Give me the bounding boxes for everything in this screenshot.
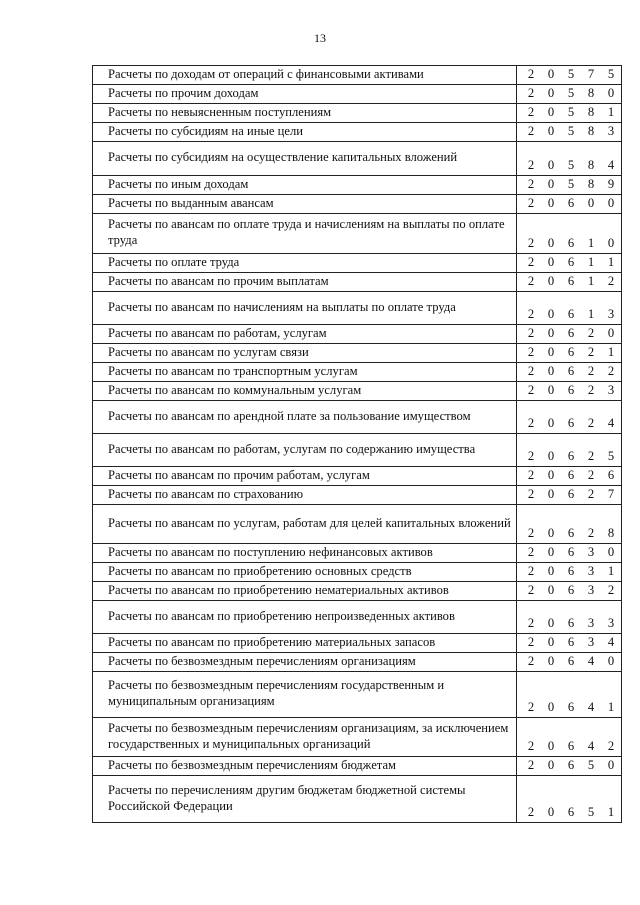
- account-code: [517, 634, 622, 653]
- account-name: Расчеты по субсидиям на осуществление капитальных вложений: [93, 142, 517, 176]
- account-code: [517, 325, 622, 344]
- table-row: [93, 582, 622, 601]
- code-digit: 6: [567, 307, 575, 321]
- code-digit: 2: [527, 468, 535, 482]
- account-name: Расчеты по авансам по прочим выплатам: [93, 273, 517, 292]
- table-row: [93, 254, 622, 273]
- code-digit: 5: [567, 124, 575, 138]
- account-code-digits: [517, 805, 621, 822]
- account-name: Расчеты по безвозмездным перечислениям бюджетам: [93, 757, 517, 776]
- code-digit: 2: [527, 124, 535, 138]
- code-digit: 3: [587, 616, 595, 630]
- account-name: Расчеты по авансам по приобретению непроизведенных активов: [93, 601, 517, 634]
- code-digit: 2: [587, 468, 595, 482]
- code-digit: 0: [547, 177, 555, 191]
- account-code: [517, 467, 622, 486]
- account-name: Расчеты по авансам по прочим работам, услугам: [93, 467, 517, 486]
- code-digit: 3: [587, 545, 595, 559]
- code-digit: 2: [527, 416, 535, 430]
- account-name: Расчеты по авансам по работам, услугам по содержанию имущества: [93, 434, 517, 467]
- account-code-digits: [517, 158, 621, 175]
- table-row: [93, 85, 622, 104]
- code-digit: 8: [587, 105, 595, 119]
- code-digit: 5: [567, 86, 575, 100]
- table-row: [93, 467, 622, 486]
- table-row: [93, 123, 622, 142]
- account-name: Расчеты по оплате труда: [93, 254, 517, 273]
- code-digit: 2: [607, 274, 615, 288]
- account-code: [517, 505, 622, 544]
- code-digit: 6: [607, 468, 615, 482]
- code-digit: 6: [567, 345, 575, 359]
- account-code: [517, 544, 622, 563]
- code-digit: 7: [587, 67, 595, 81]
- table-row: [93, 718, 622, 757]
- code-digit: 0: [607, 86, 615, 100]
- account-code-digits: [517, 364, 621, 381]
- account-code-digits: [517, 177, 621, 194]
- account-name: Расчеты по выданным авансам: [93, 195, 517, 214]
- code-digit: 6: [567, 364, 575, 378]
- code-digit: 9: [607, 177, 615, 191]
- account-code: [517, 582, 622, 601]
- code-digit: 6: [567, 635, 575, 649]
- code-digit: 2: [587, 326, 595, 340]
- account-code: [517, 344, 622, 363]
- account-code: [517, 653, 622, 672]
- code-digit: 2: [587, 526, 595, 540]
- code-digit: 2: [527, 345, 535, 359]
- code-digit: 2: [527, 700, 535, 714]
- code-digit: 0: [547, 105, 555, 119]
- code-digit: 2: [527, 545, 535, 559]
- code-digit: 4: [607, 635, 615, 649]
- code-digit: 3: [607, 616, 615, 630]
- code-digit: 2: [587, 487, 595, 501]
- code-digit: 2: [527, 67, 535, 81]
- code-digit: 0: [547, 124, 555, 138]
- code-digit: 0: [547, 564, 555, 578]
- account-name: Расчеты по авансам по коммунальным услугам: [93, 382, 517, 401]
- table-row: [93, 757, 622, 776]
- code-digit: 8: [587, 86, 595, 100]
- account-code: [517, 757, 622, 776]
- account-name: Расчеты по авансам по поступлению нефинансовых активов: [93, 544, 517, 563]
- code-digit: 2: [527, 635, 535, 649]
- account-code-digits: [517, 67, 621, 84]
- account-name: Расчеты по доходам от операций с финансовыми активами: [93, 66, 517, 85]
- account-code: [517, 214, 622, 254]
- code-digit: 2: [527, 307, 535, 321]
- account-name: Расчеты по авансам по страхованию: [93, 486, 517, 505]
- account-code: [517, 66, 622, 85]
- code-digit: 0: [607, 236, 615, 250]
- code-digit: 0: [607, 545, 615, 559]
- code-digit: 1: [607, 345, 615, 359]
- code-digit: 6: [567, 274, 575, 288]
- account-code: [517, 601, 622, 634]
- account-code-digits: [517, 416, 621, 433]
- code-digit: 0: [547, 383, 555, 397]
- code-digit: 6: [567, 326, 575, 340]
- table-row: [93, 142, 622, 176]
- account-name: Расчеты по авансам по приобретению нематериальных активов: [93, 582, 517, 601]
- code-digit: 2: [587, 383, 595, 397]
- code-digit: 1: [587, 255, 595, 269]
- code-digit: 6: [567, 739, 575, 753]
- account-code: [517, 104, 622, 123]
- code-digit: 1: [607, 805, 615, 819]
- code-digit: 2: [527, 383, 535, 397]
- account-code-digits: [517, 383, 621, 400]
- account-name: Расчеты по авансам по транспортным услугам: [93, 363, 517, 382]
- code-digit: 8: [607, 526, 615, 540]
- code-digit: 0: [547, 739, 555, 753]
- account-name: Расчеты по авансам по приобретению основных средств: [93, 563, 517, 582]
- table-row: [93, 344, 622, 363]
- account-code: [517, 292, 622, 325]
- code-digit: 4: [587, 700, 595, 714]
- account-code: [517, 176, 622, 195]
- account-name: Расчеты по авансам по работам, услугам: [93, 325, 517, 344]
- account-code: [517, 123, 622, 142]
- code-digit: 2: [527, 487, 535, 501]
- code-digit: 2: [587, 364, 595, 378]
- code-digit: 0: [547, 700, 555, 714]
- code-digit: 0: [607, 326, 615, 340]
- code-digit: 6: [567, 526, 575, 540]
- code-digit: 5: [587, 758, 595, 772]
- code-digit: 6: [567, 700, 575, 714]
- code-digit: 0: [547, 196, 555, 210]
- code-digit: 1: [607, 105, 615, 119]
- account-code-digits: [517, 124, 621, 141]
- code-digit: 6: [567, 758, 575, 772]
- account-name: Расчеты по невыясненным поступлениям: [93, 104, 517, 123]
- code-digit: 5: [567, 158, 575, 172]
- code-digit: 1: [587, 236, 595, 250]
- code-digit: 2: [527, 326, 535, 340]
- code-digit: 0: [547, 449, 555, 463]
- account-code-digits: [517, 236, 621, 253]
- code-digit: 0: [547, 758, 555, 772]
- code-digit: 6: [567, 805, 575, 819]
- code-digit: 5: [567, 105, 575, 119]
- code-digit: 0: [547, 274, 555, 288]
- code-digit: 2: [587, 416, 595, 430]
- code-digit: 0: [547, 364, 555, 378]
- code-digit: 2: [527, 274, 535, 288]
- account-code-digits: [517, 449, 621, 466]
- table-row: [93, 776, 622, 823]
- account-code: [517, 85, 622, 104]
- code-digit: 7: [607, 487, 615, 501]
- account-code: [517, 563, 622, 582]
- code-digit: 0: [547, 345, 555, 359]
- account-code-digits: [517, 307, 621, 324]
- code-digit: 3: [587, 583, 595, 597]
- code-digit: 4: [587, 739, 595, 753]
- account-code: [517, 273, 622, 292]
- code-digit: 0: [547, 416, 555, 430]
- table-row: [93, 195, 622, 214]
- code-digit: 4: [587, 654, 595, 668]
- account-codes-table: [92, 65, 622, 823]
- code-digit: 6: [567, 236, 575, 250]
- code-digit: 2: [527, 105, 535, 119]
- code-digit: 2: [527, 654, 535, 668]
- account-code-digits: [517, 739, 621, 756]
- code-digit: 6: [567, 468, 575, 482]
- code-digit: 0: [547, 236, 555, 250]
- code-digit: 1: [587, 274, 595, 288]
- account-name: Расчеты по безвозмездным перечислениям организациям, за исключением государственных и муниципальных организаций: [93, 718, 517, 757]
- table-row: [93, 653, 622, 672]
- code-digit: 6: [567, 583, 575, 597]
- code-digit: 1: [607, 564, 615, 578]
- account-name: Расчеты по безвозмездным перечислениям организациям: [93, 653, 517, 672]
- account-code-digits: [517, 616, 621, 633]
- account-name: Расчеты по авансам по оплате труда и начислениям на выплаты по оплате труда: [93, 214, 517, 254]
- code-digit: 2: [527, 583, 535, 597]
- code-digit: 0: [547, 158, 555, 172]
- code-digit: 2: [607, 583, 615, 597]
- code-digit: 0: [547, 326, 555, 340]
- code-digit: 2: [527, 758, 535, 772]
- code-digit: 6: [567, 383, 575, 397]
- table-row: [93, 563, 622, 582]
- account-code: [517, 718, 622, 757]
- code-digit: 0: [547, 583, 555, 597]
- code-digit: 1: [587, 307, 595, 321]
- code-digit: 5: [607, 67, 615, 81]
- code-digit: 2: [527, 177, 535, 191]
- code-digit: 0: [547, 468, 555, 482]
- account-code-digits: [517, 654, 621, 671]
- code-digit: 6: [567, 564, 575, 578]
- account-code: [517, 672, 622, 718]
- code-digit: 5: [607, 449, 615, 463]
- code-digit: 3: [607, 383, 615, 397]
- code-digit: 2: [607, 364, 615, 378]
- code-digit: 2: [527, 526, 535, 540]
- table-row: [93, 273, 622, 292]
- code-digit: 0: [607, 196, 615, 210]
- account-code-digits: [517, 196, 621, 213]
- account-code-digits: [517, 345, 621, 362]
- code-digit: 1: [607, 255, 615, 269]
- account-name: Расчеты по авансам по услугам связи: [93, 344, 517, 363]
- account-code-digits: [517, 274, 621, 291]
- account-name: Расчеты по иным доходам: [93, 176, 517, 195]
- table-row: [93, 292, 622, 325]
- table-row: [93, 434, 622, 467]
- code-digit: 0: [607, 654, 615, 668]
- code-digit: 6: [567, 654, 575, 668]
- code-digit: 8: [587, 124, 595, 138]
- code-digit: 6: [567, 196, 575, 210]
- table-row: [93, 66, 622, 85]
- table-row: [93, 214, 622, 254]
- account-code-digits: [517, 105, 621, 122]
- code-digit: 2: [607, 739, 615, 753]
- code-digit: 5: [567, 177, 575, 191]
- code-digit: 0: [607, 758, 615, 772]
- account-name: Расчеты по авансам по приобретению материальных запасов: [93, 634, 517, 653]
- table-row: [93, 544, 622, 563]
- code-digit: 0: [547, 654, 555, 668]
- code-digit: 0: [547, 526, 555, 540]
- code-digit: 5: [567, 67, 575, 81]
- code-digit: 0: [547, 635, 555, 649]
- account-code-digits: [517, 86, 621, 103]
- account-name: Расчеты по авансам по начислениям на выплаты по оплате труда: [93, 292, 517, 325]
- account-code: [517, 254, 622, 273]
- code-digit: 2: [527, 255, 535, 269]
- code-digit: 2: [527, 86, 535, 100]
- code-digit: 6: [567, 255, 575, 269]
- account-code: [517, 382, 622, 401]
- account-code: [517, 401, 622, 434]
- code-digit: 2: [527, 364, 535, 378]
- account-code-digits: [517, 526, 621, 543]
- table-row: [93, 176, 622, 195]
- code-digit: 0: [547, 86, 555, 100]
- account-code: [517, 142, 622, 176]
- account-code-digits: [517, 700, 621, 717]
- table-row: [93, 672, 622, 718]
- account-code-digits: [517, 487, 621, 504]
- code-digit: 4: [607, 416, 615, 430]
- account-code-digits: [517, 255, 621, 272]
- account-code-digits: [517, 758, 621, 775]
- table-row: [93, 325, 622, 344]
- table-row: [93, 486, 622, 505]
- code-digit: 2: [527, 449, 535, 463]
- code-digit: 0: [547, 805, 555, 819]
- account-name: Расчеты по авансам по услугам, работам для целей капитальных вложений: [93, 505, 517, 544]
- account-name: Расчеты по субсидиям на иные цели: [93, 123, 517, 142]
- code-digit: 3: [587, 564, 595, 578]
- code-digit: 2: [527, 196, 535, 210]
- code-digit: 2: [527, 805, 535, 819]
- code-digit: 4: [607, 158, 615, 172]
- table-row: [93, 634, 622, 653]
- account-name: Расчеты по безвозмездным перечислениям государственным и муниципальным организациям: [93, 672, 517, 718]
- table-row: [93, 382, 622, 401]
- code-digit: 1: [607, 700, 615, 714]
- account-code-digits: [517, 545, 621, 562]
- page-number: 13: [314, 31, 326, 45]
- code-digit: 2: [527, 616, 535, 630]
- code-digit: 0: [587, 196, 595, 210]
- code-digit: 0: [547, 487, 555, 501]
- code-digit: 0: [547, 255, 555, 269]
- code-digit: 0: [547, 307, 555, 321]
- code-digit: 2: [587, 345, 595, 359]
- account-name: Расчеты по авансам по арендной плате за пользование имуществом: [93, 401, 517, 434]
- account-code-digits: [517, 635, 621, 652]
- code-digit: 6: [567, 449, 575, 463]
- account-code: [517, 195, 622, 214]
- code-digit: 2: [527, 739, 535, 753]
- code-digit: 6: [567, 545, 575, 559]
- code-digit: 5: [587, 805, 595, 819]
- account-code-digits: [517, 583, 621, 600]
- code-digit: 6: [567, 416, 575, 430]
- account-code: [517, 434, 622, 467]
- account-code: [517, 363, 622, 382]
- account-code-digits: [517, 564, 621, 581]
- code-digit: 3: [607, 307, 615, 321]
- code-digit: 2: [527, 236, 535, 250]
- table-row: [93, 363, 622, 382]
- code-digit: 2: [587, 449, 595, 463]
- code-digit: 0: [547, 545, 555, 559]
- table-row: [93, 104, 622, 123]
- account-name: Расчеты по прочим доходам: [93, 85, 517, 104]
- account-code: [517, 486, 622, 505]
- account-code-digits: [517, 468, 621, 485]
- table-row: [93, 505, 622, 544]
- table-row: [93, 601, 622, 634]
- code-digit: 3: [607, 124, 615, 138]
- code-digit: 0: [547, 67, 555, 81]
- account-code-digits: [517, 326, 621, 343]
- code-digit: 2: [527, 158, 535, 172]
- account-code: [517, 776, 622, 823]
- table-row: [93, 401, 622, 434]
- code-digit: 6: [567, 616, 575, 630]
- code-digit: 8: [587, 177, 595, 191]
- account-name: Расчеты по перечислениям другим бюджетам бюджетной системы Российской Федерации: [93, 776, 517, 823]
- code-digit: 2: [527, 564, 535, 578]
- code-digit: 3: [587, 635, 595, 649]
- code-digit: 8: [587, 158, 595, 172]
- code-digit: 0: [547, 616, 555, 630]
- code-digit: 6: [567, 487, 575, 501]
